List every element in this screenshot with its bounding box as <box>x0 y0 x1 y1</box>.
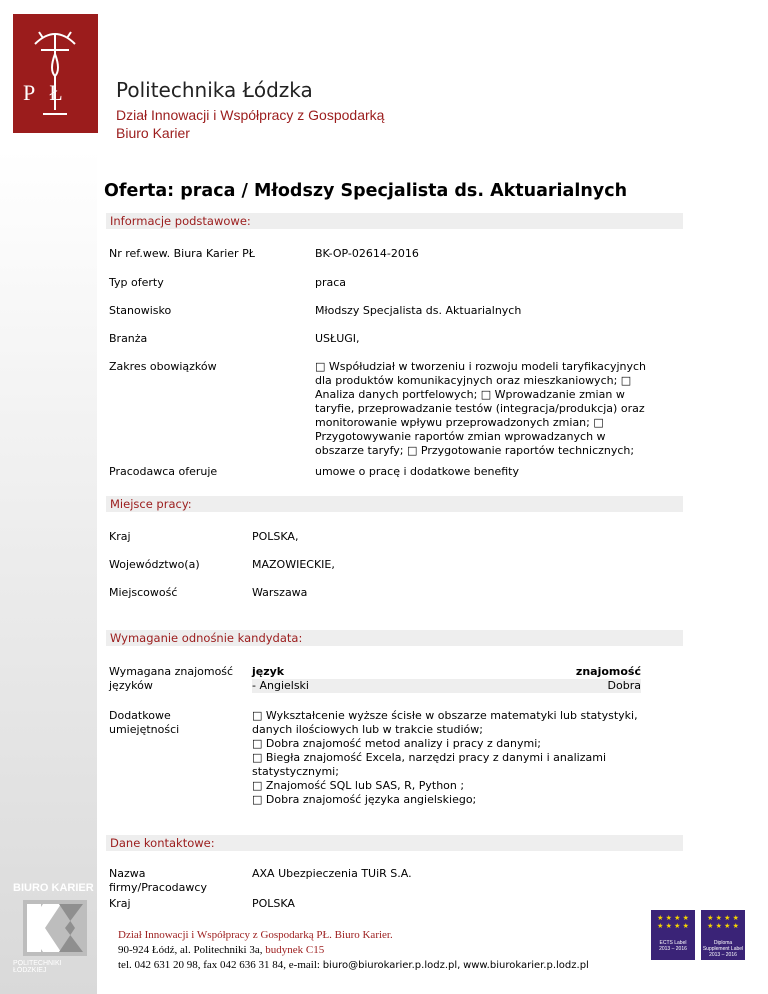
sidebar-gradient <box>0 0 97 994</box>
field-label: Miejscowość <box>109 586 178 599</box>
footer-department: Dział Innowacji i Współpracy z Gospodarką PŁ. Biuro Karier. <box>118 929 393 941</box>
department-line: Dział Innowacji i Współpracy z Gospodarką <box>116 107 385 123</box>
badge-text <box>701 940 745 958</box>
university-name: Politechnika Łódzka <box>116 78 313 102</box>
field-value: umowe o pracę i dodatkowe benefity <box>315 465 519 478</box>
badge-name: Diploma Supplement Label <box>702 940 744 952</box>
duties-line: Przygotowywanie raportów zmian wprowadzanych w <box>315 430 606 443</box>
table-row <box>252 679 641 693</box>
section-header-basic-info: Informacje podstawowe: <box>106 213 683 229</box>
field-label <box>109 867 207 895</box>
eu-stars-icon: ★ ★ ★ ★ ★ ★ ★ ★ <box>657 914 689 930</box>
language-level: Dobra <box>607 679 641 692</box>
footer <box>118 928 589 973</box>
eu-stars-icon: ★ ★ ★ ★ ★ ★ ★ ★ <box>707 914 739 930</box>
label-line: umiejętności <box>109 723 180 736</box>
field-value: BK-OP-02614-2016 <box>315 247 419 260</box>
language-name: - Angielski <box>252 679 309 692</box>
section-header-workplace: Miejsce pracy: <box>106 496 683 512</box>
field-label: Nr ref.wew. Biura Karier PŁ <box>109 247 255 260</box>
field-label: Branża <box>109 332 148 345</box>
duties-line: Analiza danych portfelowych; □ Wprowadzanie zmian w <box>315 388 625 401</box>
field-label: Pracodawca oferuje <box>109 465 218 478</box>
logo-letters: PŁ <box>23 80 77 105</box>
field-label: Kraj <box>109 530 131 543</box>
footer-contact <box>118 958 589 973</box>
duties-line: monitorowanie wpływu przeprowadzonych zmian; □ <box>315 416 604 429</box>
field-label: Województwo(a) <box>109 558 200 571</box>
phone-fax: tel. 042 631 20 98, fax 042 636 31 84, e-mail: <box>118 959 320 971</box>
page-title: Oferta: praca / Młodszy Specjalista ds. Aktuarialnych <box>104 181 628 201</box>
bk-top-label: BIURO KARIER <box>13 882 94 894</box>
skills-line: statystycznymi; <box>252 765 339 778</box>
skills-text <box>252 709 682 807</box>
address-text: 90-924 Łódź, al. Politechniki 3a, <box>118 944 263 956</box>
field-label: Typ oferty <box>109 276 164 289</box>
diploma-supplement-badge <box>701 910 745 960</box>
bk-bottom-label: POLITECHNIKI ŁÓDZKIEJ <box>13 960 62 974</box>
skills-line: □ Dobra znajomość metod analizy i pracy z danymi; <box>252 737 541 750</box>
label-line: języków <box>109 679 153 692</box>
badge-text <box>651 940 695 952</box>
biuro-karier-logo <box>13 882 97 974</box>
field-value: AXA Ubezpieczenia TUiR S.A. <box>252 867 412 880</box>
office-line: Biuro Karier <box>116 125 190 141</box>
field-label <box>109 709 179 737</box>
field-value: MAZOWIECKIE, <box>252 558 335 571</box>
badge-years: 2013 – 2016 <box>659 946 687 952</box>
skills-line: □ Dobra znajomość języka angielskiego; <box>252 793 477 806</box>
language-table-header <box>252 665 641 679</box>
label-line: Nazwa <box>109 867 146 880</box>
skills-line: □ Znajomość SQL lub SAS, R, Python ; <box>252 779 465 792</box>
field-value: USŁUGI, <box>315 332 360 345</box>
skills-line: danych ilościowych lub w trakcie studiów; <box>252 723 483 736</box>
col-language: język <box>252 665 285 678</box>
field-value: POLSKA <box>252 897 295 910</box>
duties-line: taryfie, przeprowadzanie testów (integracja/produkcja) oraz <box>315 402 645 415</box>
section-header-contact: Dane kontaktowe: <box>106 835 683 851</box>
footer-address <box>118 943 589 958</box>
bk-emblem <box>13 896 97 960</box>
email-link[interactable]: biuro@biurokarier.p.lodz.pl, <box>322 960 461 971</box>
duties-text <box>315 360 675 458</box>
field-value: Warszawa <box>252 586 308 599</box>
university-logo <box>13 14 98 133</box>
field-label: Stanowisko <box>109 304 172 317</box>
duties-line: obszarze taryfy; □ Przygotowanie raportów technicznych; <box>315 444 635 457</box>
website-link[interactable]: www.biurokarier.p.lodz.pl <box>463 960 589 971</box>
duties-line: dla produktów komunikacyjnych oraz mieszkaniowych; □ <box>315 374 632 387</box>
col-proficiency: znajomość <box>575 665 641 678</box>
badge-years: 2013 – 2016 <box>709 952 737 958</box>
label-line: Wymagana znajomość <box>109 665 234 678</box>
department-name <box>116 106 384 142</box>
label-line: Dodatkowe <box>109 709 171 722</box>
label-line: firmy/Pracodawcy <box>109 881 207 894</box>
field-label: Zakres obowiązków <box>109 360 217 373</box>
address-building: budynek C15 <box>262 944 325 956</box>
language-table <box>252 665 641 693</box>
duties-line: □ Współudział w tworzeniu i rozwoju modeli taryfikacyjnych <box>315 360 647 373</box>
field-label: Kraj <box>109 897 131 910</box>
section-header-requirements: Wymaganie odnośnie kandydata: <box>106 630 683 646</box>
field-value: Młodszy Specjalista ds. Aktuarialnych <box>315 304 522 317</box>
field-value: POLSKA, <box>252 530 299 543</box>
skills-line: □ Wykształcenie wyższe ścisłe w obszarze matematyki lub statystyki, <box>252 709 638 722</box>
skills-line: □ Biegła znajomość Excela, narzędzi pracy z danymi i analizami <box>252 751 607 764</box>
field-label <box>109 665 233 693</box>
badge-name: ECTS Label <box>659 940 687 946</box>
field-value: praca <box>315 276 347 289</box>
ects-label-badge <box>651 910 695 960</box>
